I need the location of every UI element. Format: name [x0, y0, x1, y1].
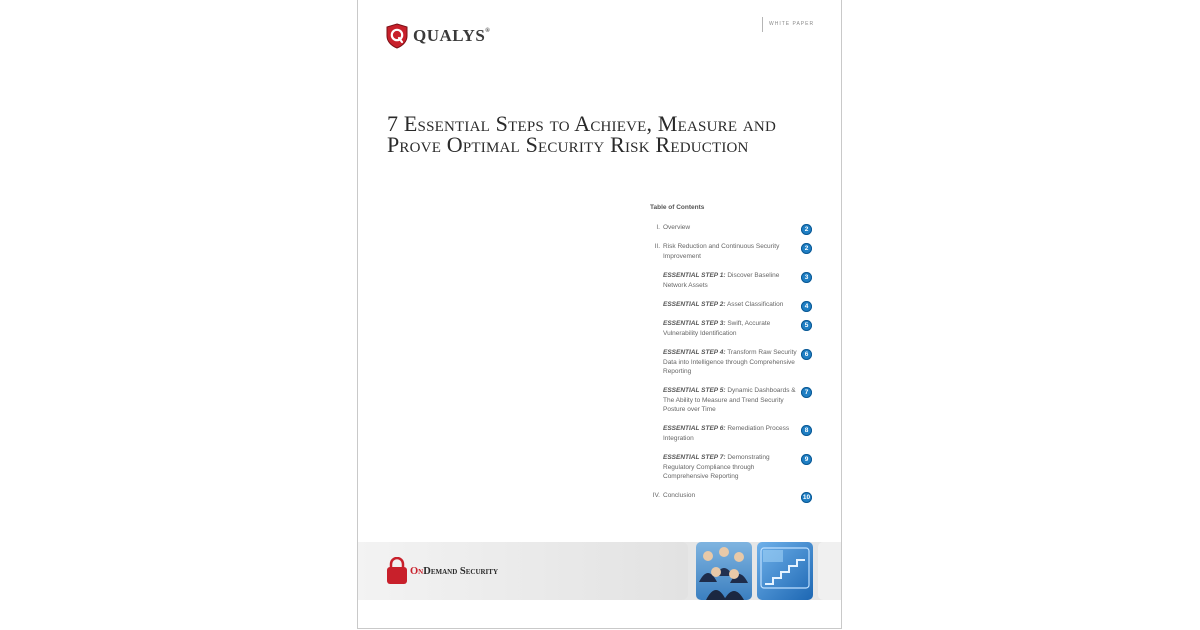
doc-type-label: WHITE PAPER — [769, 21, 815, 27]
toc-page-badge: 4 — [801, 301, 812, 312]
toc-entry-number: II. — [654, 243, 660, 250]
toc-entry-text — [663, 319, 797, 338]
qualys-shield-icon — [386, 23, 408, 49]
toc-entry-number: I. — [656, 224, 660, 231]
toc-entry-number: IV. — [652, 492, 660, 499]
footer-left-panel — [358, 542, 688, 600]
footer-band — [358, 542, 842, 600]
toc-page-badge: 3 — [801, 272, 812, 283]
abstract-blue-image — [757, 542, 813, 600]
toc-entry-text — [663, 348, 797, 377]
toc-step-label: ESSENTIAL STEP 2: — [663, 301, 726, 308]
toc-page-badge: 10 — [802, 494, 811, 501]
toc-entry-text — [663, 424, 797, 443]
toc-page-badge: 9 — [801, 454, 812, 465]
toc-step-label: ESSENTIAL STEP 1: — [663, 272, 726, 279]
toc-step-label: ESSENTIAL STEP 5: — [663, 387, 726, 394]
toc-entry-text — [663, 223, 797, 233]
toc-page-badge: 7 — [801, 387, 812, 398]
toc-entry-title: Remediation Process Integration — [663, 425, 790, 442]
toc-step-label: ESSENTIAL STEP 4: — [663, 349, 726, 356]
document-title: 7 Essential Steps to Achieve, Measure and Prove Optimal Security Risk Reduction — [387, 111, 777, 157]
toc-entry-title: Conclusion — [663, 492, 696, 499]
toc-page-badge: 8 — [801, 425, 812, 436]
toc-page-badge: 2 — [801, 224, 812, 235]
toc-entry-title: Asset Classification — [726, 301, 784, 308]
toc-entry-text — [663, 453, 797, 482]
toc-entry-text — [663, 386, 797, 415]
toc-entry-text — [663, 242, 797, 261]
document-page — [357, 0, 842, 629]
qualys-wordmark: QUALYS® — [413, 26, 491, 45]
ondemand-security-logo — [386, 557, 498, 585]
footer-tab — [818, 542, 842, 600]
toc-step-label: ESSENTIAL STEP 7: — [663, 454, 726, 461]
toc-page-badge: 2 — [801, 243, 812, 254]
toc-entry-title: Demonstrating Regulatory Compliance through Comprehensive Reporting — [663, 454, 770, 480]
toc-entry-title: Transform Raw Security Data into Intelligence through Comprehensive Reporting — [663, 349, 797, 375]
toc-entry-text — [663, 491, 797, 501]
toc-page-badge: 5 — [801, 320, 812, 331]
toc-entry-text — [663, 300, 797, 310]
business-people-image — [696, 542, 752, 600]
toc-heading: Table of Contents — [650, 204, 705, 211]
toc-step-label: ESSENTIAL STEP 6: — [663, 425, 726, 432]
qualys-logo — [386, 23, 490, 49]
toc-entry-title: Dynamic Dashboards & The Ability to Measure and Trend Security Posture over Time — [663, 387, 796, 413]
toc-entry-title: Risk Reduction and Continuous Security Improvement — [663, 243, 780, 260]
toc-page-badge: 6 — [801, 349, 812, 360]
team-photo — [696, 542, 752, 600]
doc-type-divider — [762, 17, 814, 32]
toc-entry-title: Overview — [663, 224, 691, 231]
padlock-icon — [386, 557, 408, 585]
staircase-graphic — [757, 542, 813, 600]
ondemand-security-wordmark: OnDemand Security — [410, 565, 499, 577]
toc-step-label: ESSENTIAL STEP 3: — [663, 320, 726, 327]
toc-entry-text — [663, 271, 797, 290]
toc-entry-title: Discover Baseline Network Assets — [663, 272, 780, 289]
toc-entry-title: Swift, Accurate Vulnerability Identification — [663, 320, 771, 337]
